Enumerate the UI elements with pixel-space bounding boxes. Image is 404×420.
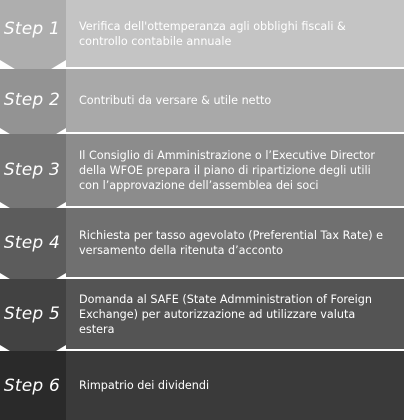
step-3-text: Il Consiglio di Amministrazione o l’Executive Director della WFOE prepara il piano di ripartizione degli utili con l’approvazione dell’assemblea dei soci (79, 148, 375, 192)
step-5-text: Domanda al SAFE (State Admministration of Foreign Exchange) per autorizzazione ad utilizzare valuta estera (79, 292, 372, 336)
step-6-label: Step 6 (3, 376, 61, 396)
step-1-chevron (0, 0, 66, 80)
step-3-box (66, 134, 404, 206)
step-4-box (66, 208, 404, 277)
step-5-label: Step 5 (3, 304, 61, 324)
step-2-text: Contributi da versare & utile netto (79, 94, 272, 107)
step-6-text: Rimpatrio dei dividendi (79, 379, 210, 392)
step-1-box (66, 0, 404, 67)
step-4-text: Richiesta per tasso agevolato (Preferential Tax Rate) e versamento della ritenuta d’acconto (79, 228, 384, 257)
step-2-box (66, 69, 404, 132)
step-4-label: Step 4 (3, 233, 61, 253)
step-1-label: Step 1 (3, 19, 61, 39)
step-3-label: Step 3 (3, 160, 61, 180)
step-1-text: Verifica dell'ottemperanza agli obblighi fiscali & controllo contabile annuale (79, 19, 346, 48)
step-6-box (66, 351, 404, 420)
step-5-box (66, 279, 404, 349)
step-2-label: Step 2 (3, 90, 61, 110)
